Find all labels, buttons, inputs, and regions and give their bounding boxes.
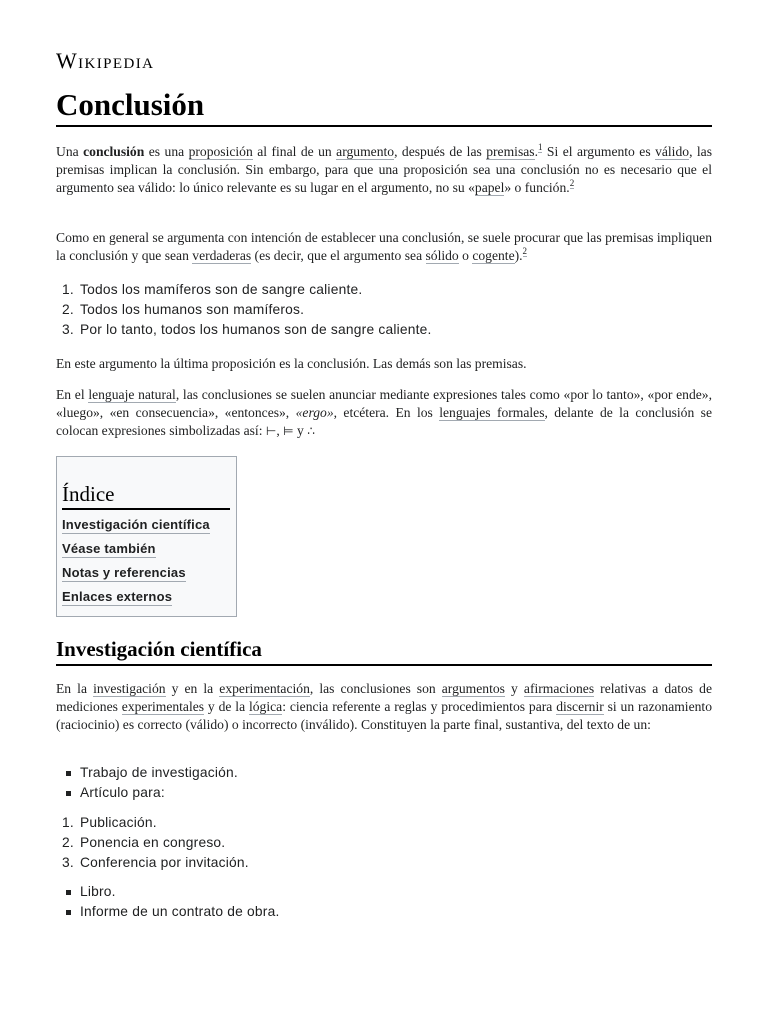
- toc-title: Índice: [62, 481, 230, 510]
- toc-item-investigacion-cientifica[interactable]: Investigación científica: [62, 517, 210, 532]
- bullet-list-1: [56, 763, 712, 803]
- intro-paragraph-2: Como en general se argumenta con intención de establecer una conclusión, se suele procurar que las premisas impliquen la conclusión y que sean verdaderas (es decir, que el argumento sea sólido o cogente).$^2$: [56, 230, 712, 263]
- section-paragraph: En la investigación y en la experimentación, las conclusiones son argumentos y afirmaciones relativas a datos de mediciones experimentales y de la lógica: ciencia referente a reglas y procedimientos para discernir si un razonamiento (raciocinio) es correcto (válido) o incorrecto (inválido). Constituyen la parte final, sustantiva, del texto de un:: [56, 681, 712, 732]
- link-proposicion[interactable]: proposición: [188, 144, 253, 159]
- link-premisas[interactable]: premisas: [486, 144, 535, 159]
- term-bold: conclusión: [83, 144, 145, 159]
- list-item: 1. Publicación.: [62, 815, 157, 830]
- page-title: Conclusión: [56, 86, 712, 127]
- link-experimentales[interactable]: experimentales: [121, 699, 205, 714]
- link-cogente[interactable]: cogente: [472, 248, 515, 263]
- list-item: Informe de un contrato de obra.: [56, 902, 712, 922]
- toc-item-vease-tambien[interactable]: Véase también: [62, 541, 156, 556]
- link-argumento[interactable]: argumento: [336, 144, 395, 159]
- toc-item-notas-y-referencias[interactable]: Notas y referencias: [62, 565, 186, 580]
- list-item: Libro.: [56, 882, 712, 902]
- numbered-list-2: [56, 813, 712, 873]
- list-item: 2. Ponencia en congreso.: [62, 835, 226, 850]
- paragraph-3: En este argumento la última proposición es la conclusión. Las demás son las premisas.: [56, 356, 527, 371]
- reference-1[interactable]: 1: [537, 142, 543, 153]
- link-lenguajes-formales[interactable]: lenguajes formales: [439, 405, 545, 420]
- link-lenguaje-natural[interactable]: lenguaje natural: [88, 387, 176, 402]
- section-heading-investigacion: Investigación científica: [56, 636, 712, 666]
- list-item: 2. Todos los humanos son mamíferos.: [62, 302, 305, 317]
- bullet-icon: [66, 910, 71, 915]
- list-item: 3. Por lo tanto, todos los humanos son de sangre caliente.: [62, 322, 432, 337]
- reference-2[interactable]: 2: [569, 178, 575, 189]
- intro-paragraph-1: Una conclusión es una proposición al final de un argumento, después de las premisas.$^1$ Si el argumento es válido, las premisas implican la conclusión. Sin embargo, para que una proposición sea una conclusión no es necesario que el argumento sea válido: lo único relevante es su lugar en el argumento, no su «papel» o función.$^2$: [56, 142, 713, 195]
- list-item: 3. Conferencia por invitación.: [62, 855, 249, 870]
- turnstile-symbol: ⊢: [265, 424, 277, 438]
- list-item: 1. Todos los mamíferos son de sangre caliente.: [62, 282, 363, 297]
- link-papel[interactable]: papel: [474, 180, 505, 195]
- link-afirmaciones[interactable]: afirmaciones: [523, 681, 595, 696]
- example-list: [56, 280, 712, 340]
- link-experimentacion[interactable]: experimentación: [219, 681, 310, 696]
- link-investigacion[interactable]: investigación: [93, 681, 166, 696]
- paragraph-4: En el lenguaje natural, las conclusiones se suelen anunciar mediante expresiones tales como «por lo tanto», «por ende», «luego», «en consecuencia», «entonces», «ergo», etcétera. En los lenguajes formales, delante de la conclusión se colocan expresiones simbolizadas así: ⊢, ⊨ y ∴: [56, 387, 713, 438]
- link-verdaderas[interactable]: verdaderas: [192, 248, 252, 263]
- bullet-icon: [66, 890, 71, 895]
- bullet-list-2: [56, 882, 712, 922]
- link-solido[interactable]: sólido: [425, 248, 459, 263]
- therefore-symbol: ∴: [307, 424, 315, 438]
- wikipedia-logo[interactable]: Wikipedia: [56, 48, 155, 73]
- link-discernir[interactable]: discernir: [556, 699, 604, 714]
- bullet-icon: [66, 771, 71, 776]
- toc-item-enlaces-externos[interactable]: Enlaces externos: [62, 589, 173, 604]
- reference-2b[interactable]: 2: [522, 246, 528, 257]
- list-item: Artículo para:: [56, 783, 712, 803]
- link-valido[interactable]: válido: [655, 144, 690, 159]
- bullet-icon: [66, 791, 71, 796]
- link-argumentos[interactable]: argumentos: [441, 681, 505, 696]
- double-turnstile-symbol: ⊨: [283, 424, 294, 438]
- link-logica[interactable]: lógica: [248, 699, 283, 714]
- list-item: Trabajo de investigación.: [56, 763, 712, 783]
- table-of-contents: [56, 456, 237, 617]
